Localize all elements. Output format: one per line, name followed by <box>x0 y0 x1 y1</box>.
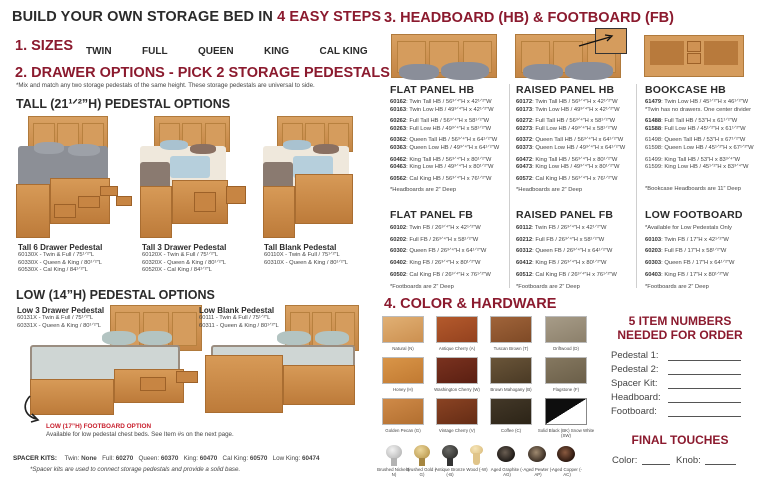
knob-label: Brushed Gold (-G) <box>406 467 438 478</box>
column-heading: RAISED PANEL HB <box>516 84 615 96</box>
raised-panel-fb-column: RAISED PANEL FB 60112: Twin FB / 26³ᐟ⁴”H x 42¹ᐟ²”W 60212: Full FB / 26³ᐟ⁴”H x 58¹ᐟ²”W 60312: Queen FB / 26³ᐟ⁴”H x 64¹ᐟ²”W 60412: King FB / 26³ᐟ⁴”H x 80¹ᐟ²”W 60512: Cal King FB / 26³ᐟ⁴”H x 76¹ᐟ²”W *Footboards are 2” Deep <box>516 209 617 293</box>
product-name: Tall 6 Drawer Pedestal <box>18 243 103 252</box>
swatch-washington-cherry[interactable] <box>436 357 478 384</box>
order-form-title-line: NEEDED FOR ORDER <box>617 328 743 342</box>
spacer-code: 60270 <box>115 455 134 462</box>
field-label-pedestal-1: Pedestal 1: <box>611 350 659 361</box>
tall-blank-image <box>263 116 357 238</box>
column-heading: LOW FOOTBOARD <box>645 209 743 221</box>
knob-stem <box>391 458 397 466</box>
curved-arrow-icon <box>22 395 42 425</box>
knob-label: Wood (-W) <box>466 467 488 472</box>
swatch-label: Honey (H) <box>392 387 413 392</box>
spacer-size: Full: <box>102 455 114 462</box>
column-heading: FLAT PANEL FB <box>390 209 474 221</box>
spacer-code: 60474 <box>302 455 320 462</box>
swatch-label: Brown Mahogany (B) <box>490 387 532 392</box>
column-note: *Headboards are 2” Deep <box>516 187 583 194</box>
knob-label-field: Knob: <box>676 455 701 466</box>
size-queen: QUEEN <box>198 46 234 57</box>
order-form-title <box>605 314 755 342</box>
swatch-honey[interactable] <box>382 357 424 384</box>
field-label-footboard: Footboard: <box>611 406 657 417</box>
product-name: Tall Blank Pedestal <box>264 243 337 252</box>
tall-3-drawer-info <box>142 243 226 275</box>
knob-stem <box>419 458 425 466</box>
pedestal-2-input[interactable] <box>668 374 741 375</box>
knob-label: Aged Graphite (-AG) <box>490 467 524 478</box>
bookcase-hb-column: BOOKCASE HB 61479: Twin Low HB / 45¹ᐟ²”H x 46¹ᐟ²”W *Twin has no drawers. One center divider 61488: Full Tall HB / 53”H x 61¹ᐟ²”W 61588: Full Low HB / 45¹ᐟ²”H x 61¹ᐟ²”W 61498: Queen Tall HB / 53”H x 67¹ᐟ²”W 61598: Queen Low HB / 45¹ᐟ²”H x 67¹ᐟ²”W 61499: King Tall HB / 53”H x 83³ᐟ⁴”W 61599: King Low HB / 45¹ᐟ²”H x 83³ᐟ⁴”W *Bookcase Headboards are 11” Deep <box>645 84 754 192</box>
swatch-label: Driftwood (D) <box>553 346 579 351</box>
column-note: *Headboards are 2” Deep <box>390 187 457 194</box>
spacer-code: 60370 <box>160 455 179 462</box>
knob-label: Brushed Nickel (-N) <box>377 467 411 478</box>
footboard-option <box>46 423 234 438</box>
flat-panel-fb-column: FLAT PANEL FB 60102: Twin FB / 26³ᐟ⁴”H x 42¹ᐟ²”W 60202: Full FB / 26³ᐟ⁴”H x 58¹ᐟ²”W 60302: Queen FB / 26³ᐟ⁴”H x 64¹ᐟ²”W 60402: King FB / 26³ᐟ⁴”H x 80¹ᐟ²”W 60502: Cal King FB / 26³ᐟ⁴”H x 76¹ᐟ²”W *Footboards are 2” Deep <box>390 209 491 293</box>
size-cal-king: CAL KING <box>319 46 368 57</box>
tall-6-drawer-info <box>18 243 102 275</box>
detail-arrow-icon <box>578 34 614 48</box>
low-heading: LOW (14”H) PEDESTAL OPTIONS <box>16 288 215 302</box>
final-touches-title: FINAL TOUCHES <box>631 433 729 447</box>
spacer-kits-note: *Spacer kits are used to connect storage pedestals and provide a solid base. <box>30 466 241 473</box>
product-line: 60520X - Cal King / 84¹ᐟ²”L <box>142 267 212 273</box>
low-blank-image <box>205 305 355 415</box>
pedestal-1-input[interactable] <box>668 360 741 361</box>
size-twin: TWIN <box>86 46 112 57</box>
swatch-label: Coffee (C) <box>500 428 522 433</box>
knob-aged-pewter-icon[interactable] <box>528 446 546 462</box>
spacer-code: 60470 <box>199 455 218 462</box>
knob-aged-graphite-icon[interactable] <box>497 446 515 462</box>
column-heading: BOOKCASE HB <box>645 84 726 96</box>
tall-3-drawer-image <box>140 116 252 238</box>
step2-note: *Mix and match any two storage pedestals of the same height. These storage pedestals are universal to side. <box>16 82 315 89</box>
spacer-size: Twin: <box>64 455 80 462</box>
spacer-size: Queen: <box>138 455 160 462</box>
color-input[interactable] <box>642 464 670 465</box>
product-line: 60131X - Twin & Full / 75¹ᐟ²”L <box>17 315 94 321</box>
flat-panel-hb-column: FLAT PANEL HB 60162: Twin Tall HB / 56³ᐟ⁴”H x 42¹ᐟ²”W 60163: Twin Low HB / 49³ᐟ⁴”H x 42¹ᐟ²”W 60262: Full Tall HB / 56³ᐟ⁴”H x 58¹ᐟ²”W 60263: Full Low HB / 49³ᐟ⁴”H x 58¹ᐟ²”W 60362: Queen Tall HB / 56³ᐟ⁴”H x 64¹ᐟ²”W 60363: Queen Low HB / 49³ᐟ⁴”H x 64¹ᐟ²”W 60462: King Tall HB / 56³ᐟ⁴”H x 80¹ᐟ²”W 60463: King Low HB / 49³ᐟ⁴”H x 80¹ᐟ²”W 60562: Cal King HB / 56³ᐟ⁴”H x 76¹ᐟ²”W *Headboards are 2” Deep <box>390 84 500 194</box>
title-highlight: 4 EASY STEPS <box>277 9 382 25</box>
footboard-option-title: LOW (17”H) FOOTBOARD OPTION <box>46 423 152 430</box>
product-line: 60310X - Queen & King / 80¹ᐟ²”L <box>264 259 348 266</box>
swatch-label: Golden Pecan (G) <box>385 428 421 433</box>
product-line: 60130X - Twin & Full / 75¹ᐟ²”L <box>18 252 95 258</box>
product-line: 60320X - Queen & King / 80¹ᐟ²”L <box>142 259 226 266</box>
field-label-spacer-kit: Spacer Kit: <box>611 378 658 389</box>
raised-panel-hb-column: RAISED PANEL HB 60172: Twin Tall HB / 56³ᐟ⁴”H x 42¹ᐟ²”W 60173: Twin Low HB / 49³ᐟ⁴”H x 42¹ᐟ²”W 60272: Full Tall HB / 56³ᐟ⁴”H x 58¹ᐟ²”W 60273: Full Low HB / 49³ᐟ⁴”H x 58¹ᐟ²”W 60372: Queen Tall HB / 56³ᐟ⁴”H x 64¹ᐟ²”W 60373: Queen Low HB / 49³ᐟ⁴”H x 64¹ᐟ²”W 60472: King Tall HB / 56³ᐟ⁴”H x 80¹ᐟ²”W 60473: King Low HB / 49³ᐟ⁴”H x 80¹ᐟ²”W 60572: Cal King HB / 56³ᐟ⁴”H x 76¹ᐟ²”W *Headboards are 2” Deep <box>516 84 626 194</box>
swatch-vintage-cherry[interactable] <box>436 398 478 425</box>
knob-label: Aged Pewter (-AP) <box>523 467 553 478</box>
spacer-code: None <box>81 455 97 462</box>
swatch-label: Tuscan Brown (T) <box>493 346 529 351</box>
divider <box>636 84 637 288</box>
spacer-kits <box>13 455 320 462</box>
swatch-tuscan-brown[interactable] <box>490 316 532 343</box>
spacer-kit-input[interactable] <box>668 388 741 389</box>
swatch-label: Flagstone (F) <box>552 387 580 392</box>
spacer-code: 60570 <box>249 455 268 462</box>
product-line: 60110X - Twin & Full / 75¹ᐟ²”L <box>264 252 340 258</box>
column-note: *Footboards are 2” Deep <box>390 283 454 290</box>
swatch-natural[interactable] <box>382 316 424 343</box>
tall-6-drawer-image <box>16 116 132 238</box>
spacer-size: Cal King: <box>222 455 249 462</box>
flat-panel-hb-image <box>391 34 497 78</box>
swatch-label: Antique Cherry (A) <box>438 346 476 351</box>
knob-brushed-nickel-icon[interactable] <box>386 445 402 459</box>
spacer-kits-label: SPACER KITS: <box>13 455 57 462</box>
column-heading: FLAT PANEL HB <box>390 84 475 96</box>
field-label-pedestal-2: Pedestal 2: <box>611 364 659 375</box>
knob-label: Antique Bronze (-B) <box>434 467 466 478</box>
knob-stem <box>473 453 480 465</box>
size-full: FULL <box>142 46 168 57</box>
step3-heading: 3. HEADBOARD (HB) & FOOTBOARD (FB) <box>384 10 674 26</box>
product-name: Tall 3 Drawer Pedestal <box>142 243 227 252</box>
product-line: 60330X - Queen & King / 80¹ᐟ²”L <box>18 259 102 266</box>
knob-aged-copper-icon[interactable] <box>557 446 575 462</box>
size-list <box>86 41 394 59</box>
product-line: 60111 - Twin & Full / 75¹ᐟ²”L <box>199 315 271 321</box>
swatch-label: Natural (N) <box>392 346 414 351</box>
product-name: Low 3 Drawer Pedestal <box>17 306 105 315</box>
tall-blank-info <box>264 243 348 267</box>
order-form-title-line: 5 ITEM NUMBERS <box>628 314 732 328</box>
knob-input[interactable] <box>705 464 736 465</box>
column-note: *Footboards are 2” Deep <box>645 283 709 290</box>
title-prefix: BUILD YOUR OWN STORAGE BED IN <box>12 9 278 25</box>
column-note: *Bookcase Headboards are 11” Deep <box>645 185 741 192</box>
product-name: Low Blank Pedestal <box>199 306 275 315</box>
swatch-antique-cherry[interactable] <box>436 316 478 343</box>
product-line: 60530X - Cal King / 84¹ᐟ²”L <box>18 267 88 273</box>
column-subnote: *Available for Low Pedestals Only <box>645 225 732 231</box>
knob-brushed-gold-icon[interactable] <box>414 445 430 459</box>
step4-heading: 4. COLOR & HARDWARE <box>384 296 557 312</box>
low-3-drawer-image <box>30 305 200 415</box>
step1-heading: 1. SIZES <box>15 38 74 54</box>
product-line: 60120X - Twin & Full / 75¹ᐟ²”L <box>142 252 219 258</box>
spacer-size: King: <box>183 455 199 462</box>
spacer-size: Low King: <box>272 455 301 462</box>
column-heading: RAISED PANEL FB <box>516 209 614 221</box>
swatch-label: Vintage Cherry (V) <box>438 428 476 433</box>
color-label: Color: <box>612 455 638 466</box>
footboard-option-text: Available for low pedestal chest beds. See Item #s on the next page. <box>46 431 234 438</box>
page-title <box>12 9 381 25</box>
column-note: *Footboards are 2” Deep <box>516 283 580 290</box>
swatch-brown-mahogany[interactable] <box>490 357 532 384</box>
swatch-black-white[interactable] <box>545 398 587 425</box>
swatch-driftwood[interactable] <box>545 316 587 343</box>
field-label-headboard: Headboard: <box>611 392 661 403</box>
swatch-label: Washington Cherry (W) <box>434 387 480 392</box>
tall-heading: TALL (21¹ᐟ²”H) PEDESTAL OPTIONS <box>16 97 231 111</box>
step2-heading: 2. DRAWER OPTIONS - PICK 2 STORAGE PEDESTALS <box>15 65 390 81</box>
footboard-input[interactable] <box>668 416 741 417</box>
swatch-coffee[interactable] <box>490 398 532 425</box>
swatch-flagstone[interactable] <box>545 357 587 384</box>
swatch-label: Solid Black (BK) Snow White (SW) <box>537 428 595 439</box>
divider <box>509 84 510 288</box>
product-line: 60311 - Queen & King / 80¹ᐟ²”L <box>199 322 279 329</box>
product-line: 60331X - Queen & King / 80¹ᐟ²”L <box>17 322 101 329</box>
knob-stem <box>447 458 453 466</box>
size-king: KING <box>264 46 290 57</box>
low-footboard-column: LOW FOOTBOARD *Available for Low Pedestals Only 60103: Twin FB / 17”H x 42¹ᐟ²”W 60203: Full FB / 17”H x 58¹ᐟ²”W 60303: Queen FB / 17”H x 64¹ᐟ²”W 60403: King FB / 17”H x 80¹ᐟ²”W *Footboards are 2” Deep <box>645 209 743 293</box>
knob-antique-bronze-icon[interactable] <box>442 445 458 459</box>
swatch-golden-pecan[interactable] <box>382 398 424 425</box>
knob-label: Aged Copper (-AC) <box>551 467 583 478</box>
headboard-input[interactable] <box>668 402 741 403</box>
bookcase-hb-image <box>644 35 744 77</box>
